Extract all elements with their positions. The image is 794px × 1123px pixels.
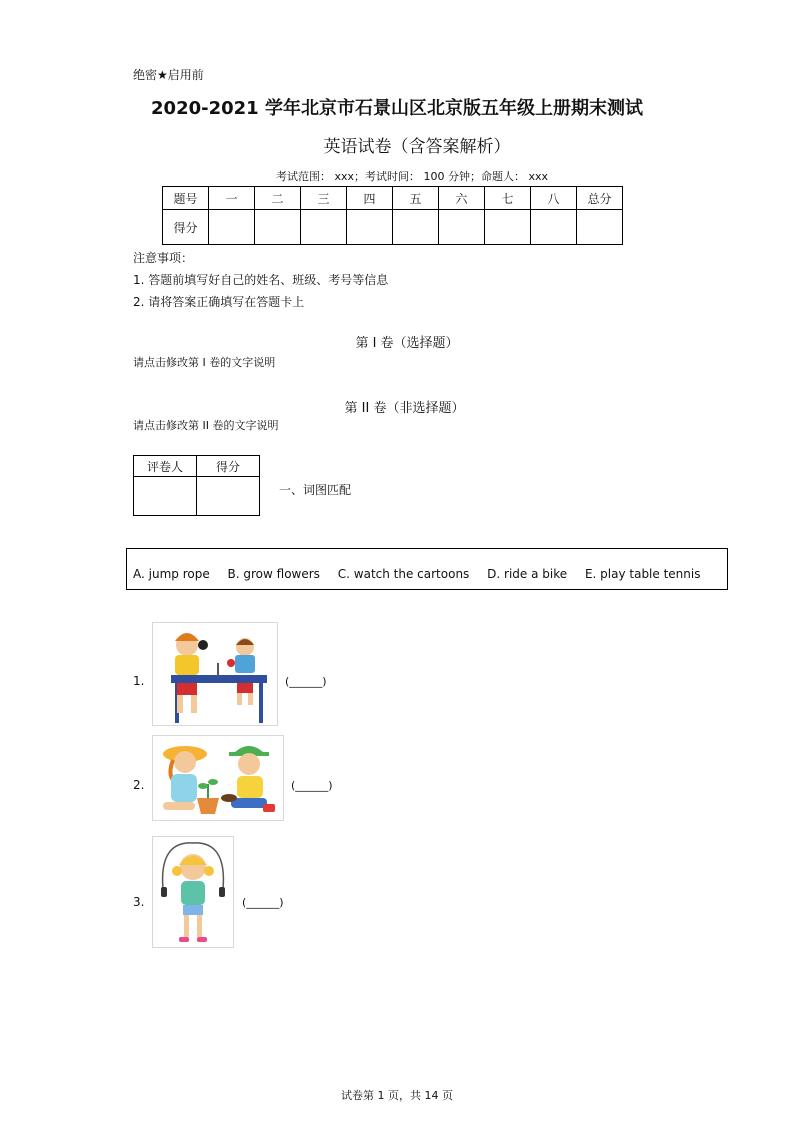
- score-table: [162, 186, 623, 245]
- grader-score-cell[interactable]: [197, 477, 260, 516]
- score-cell[interactable]: [531, 210, 577, 245]
- score-cell[interactable]: [393, 210, 439, 245]
- grader-score-label: 得分: [197, 456, 260, 477]
- section1-title: 第 I 卷（选择题）: [355, 336, 459, 351]
- score-header-cell: 一: [209, 187, 255, 210]
- word-option: D. ride a bike: [487, 567, 568, 581]
- question-number: 2.: [133, 778, 145, 792]
- answer-blank[interactable]: (______): [242, 896, 284, 909]
- page-footer: 试卷第 1 页，共 14 页: [341, 1089, 453, 1102]
- score-cell[interactable]: [347, 210, 393, 245]
- word-option: E. play table tennis: [584, 567, 701, 581]
- question-number: 1.: [133, 674, 145, 688]
- exam-meta: 考试范围： xxx；考试时间： 100 分钟；命题人： xxx: [275, 170, 549, 183]
- note-item: 1. 答题前填写好自己的姓名、班级、考号等信息: [133, 273, 389, 287]
- grader-name-cell[interactable]: [134, 477, 197, 516]
- section2-note[interactable]: 请点击修改第 II 卷的文字说明: [133, 419, 279, 432]
- notes-heading: 注意事项：: [133, 251, 194, 265]
- score-header-cell: 五: [393, 187, 439, 210]
- score-header-cell: 七: [485, 187, 531, 210]
- score-table-header-row: [163, 187, 623, 210]
- section2-title: 第 II 卷（非选择题）: [344, 401, 465, 416]
- score-table-score-row: [163, 210, 623, 245]
- score-cell[interactable]: [209, 210, 255, 245]
- word-option: A. jump rope: [133, 567, 210, 581]
- score-cell[interactable]: [301, 210, 347, 245]
- score-header-cell: 二: [255, 187, 301, 210]
- score-cell[interactable]: [485, 210, 531, 245]
- grader-table: [133, 455, 260, 516]
- question-number: 3.: [133, 895, 145, 909]
- word-bank-box: [126, 548, 728, 590]
- word-bank: [133, 567, 714, 581]
- score-cell[interactable]: [439, 210, 485, 245]
- jump-rope-picture: [152, 836, 234, 948]
- answer-blank[interactable]: (______): [285, 675, 327, 688]
- exam-title: 2020-2021 学年北京市石景山区北京版五年级上册期末测试: [151, 98, 643, 119]
- score-header-cell: 总分: [577, 187, 623, 210]
- score-cell[interactable]: [577, 210, 623, 245]
- score-header-cell: 六: [439, 187, 485, 210]
- score-header-cell: 三: [301, 187, 347, 210]
- confidential-label: 绝密★启用前: [133, 68, 204, 82]
- word-option: C. watch the cartoons: [337, 567, 470, 581]
- score-cell[interactable]: [255, 210, 301, 245]
- grow-flowers-picture: [152, 735, 284, 821]
- word-option: B. grow flowers: [227, 567, 320, 581]
- section1-note[interactable]: 请点击修改第 I 卷的文字说明: [133, 356, 276, 369]
- score-header-cell: 八: [531, 187, 577, 210]
- score-label-cell: 得分: [163, 210, 209, 245]
- grader-label: 评卷人: [134, 456, 197, 477]
- score-header-cell: 题号: [163, 187, 209, 210]
- table-tennis-picture: [152, 622, 278, 726]
- note-item: 2. 请将答案正确填写在答题卡上: [133, 295, 305, 309]
- answer-blank[interactable]: (______): [291, 779, 333, 792]
- score-header-cell: 四: [347, 187, 393, 210]
- exam-subtitle: 英语试卷（含答案解析）: [323, 137, 511, 157]
- question-title: 一、词图匹配: [279, 483, 352, 497]
